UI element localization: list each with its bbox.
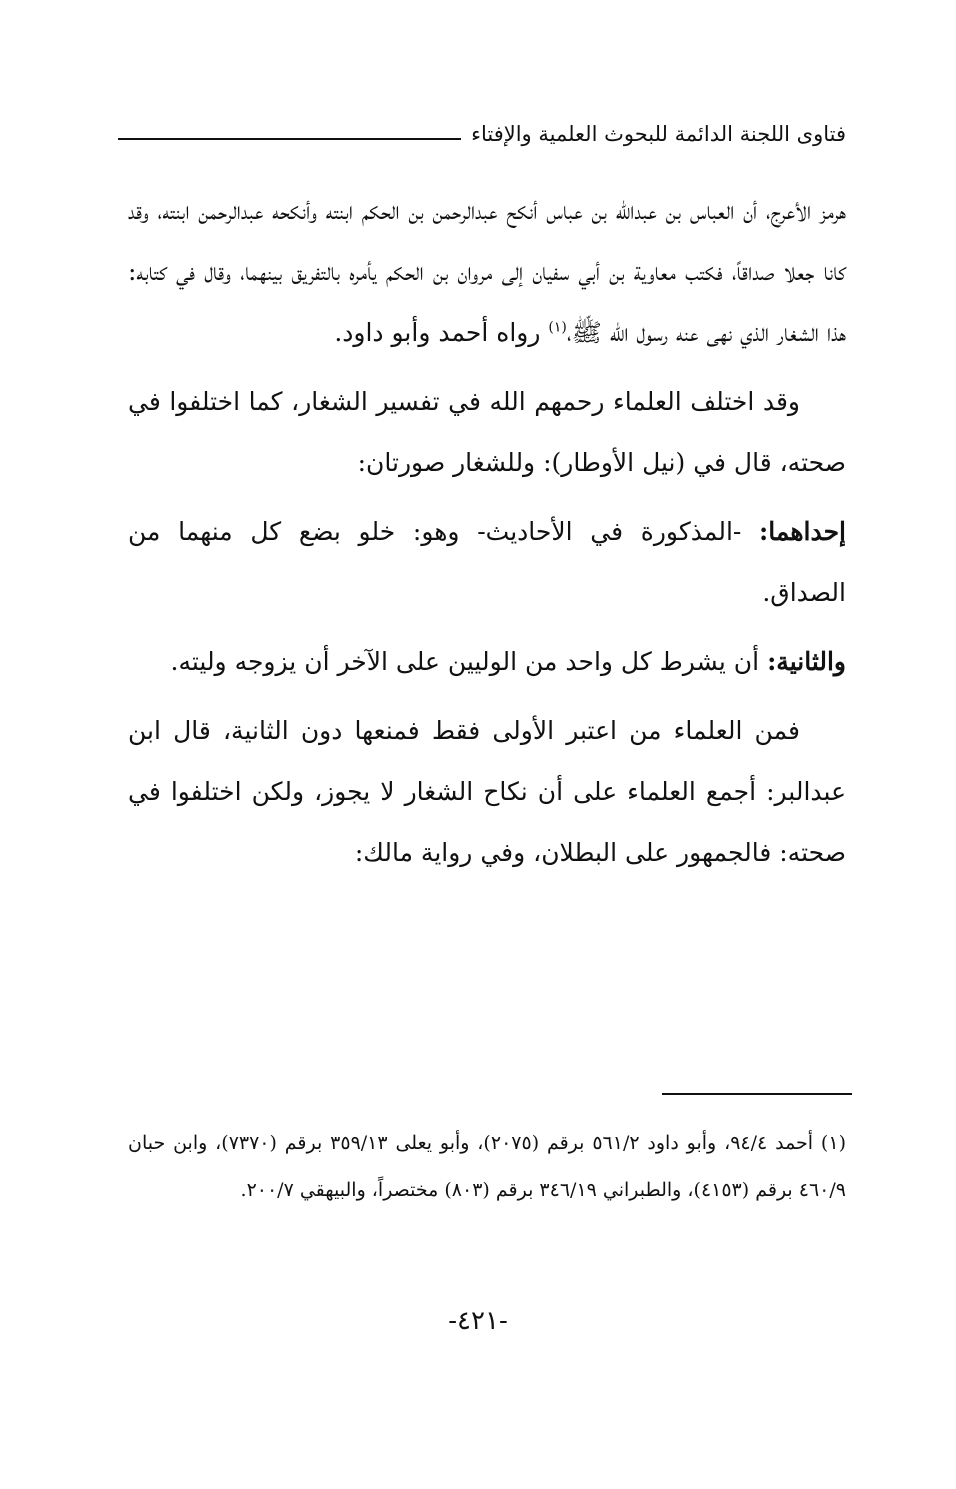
paragraph-3 xyxy=(128,501,846,623)
paragraph-4-label: والثانية: xyxy=(767,647,846,676)
main-text xyxy=(128,180,846,891)
paragraph-3-label: إحداهما: xyxy=(759,517,846,546)
footnote-reference: (١) xyxy=(548,319,567,336)
paragraph-3-text: -المذكورة في الأحاديث- وهو: خلو بضع كل منهما من الصداق. xyxy=(128,517,846,607)
footnote-separator xyxy=(662,1093,852,1095)
header-rule xyxy=(118,138,461,140)
paragraph-1-text: هرمز الأعرج، أن العباس بن عبدالله بن عباس أنكح عبدالرحمن بن الحكم ابنته وأنكحه عبدالرحمن ابنته، وقد كانا جعلا صداقاً، فكتب معاوية بن أبي سفيان إلى مروان بن الحكم يأمره بالتفريق بينهما، وقال في كتابه: هذا الشغار الذي نهى عنه رسول الله ﷺ، xyxy=(128,196,846,347)
paragraph-4-text: أن يشرط كل واحد من الوليين على الآخر أن يزوجه وليته. xyxy=(170,647,768,676)
header-title: فتاوى اللجنة الدائمة للبحوث العلمية والإفتاء xyxy=(471,122,846,146)
paragraph-4 xyxy=(128,631,846,692)
paragraph-2: وقد اختلف العلماء رحمهم الله في تفسير الشغار، كما اختلفوا في صحته، قال في (نيل الأوطار): وللشغار صورتان: xyxy=(128,387,846,477)
paragraph-1 xyxy=(128,180,846,363)
footnote-1: (١) أحمد ٩٤/٤، وأبو داود ٥٦١/٢ برقم (٢٠٧٥)، وأبو يعلى ٣٥٩/١٣ برقم (٧٣٧٠)، وابن حبان ٤٦٠/٩ برقم (٤١٥٣)، والطبراني ٣٤٦/١٩ برقم (٨٠٣) مختصراً، والبيهقي ٢٠٠/٧. xyxy=(128,1132,846,1201)
paragraph-1-tail: رواه أحمد وأبو داود. xyxy=(334,318,549,347)
running-header xyxy=(118,112,846,156)
page-number: -٤٢١- xyxy=(448,1306,508,1336)
footnotes xyxy=(128,1120,846,1214)
paragraph-5: فمن العلماء من اعتبر الأولى فقط فمنعها دون الثانية، قال ابن عبدالبر: أجمع العلماء على أن نكاح الشغار لا يجوز، ولكن اختلفوا في صحته: فالجمهور على البطلان، وفي رواية مالك: xyxy=(128,716,846,867)
